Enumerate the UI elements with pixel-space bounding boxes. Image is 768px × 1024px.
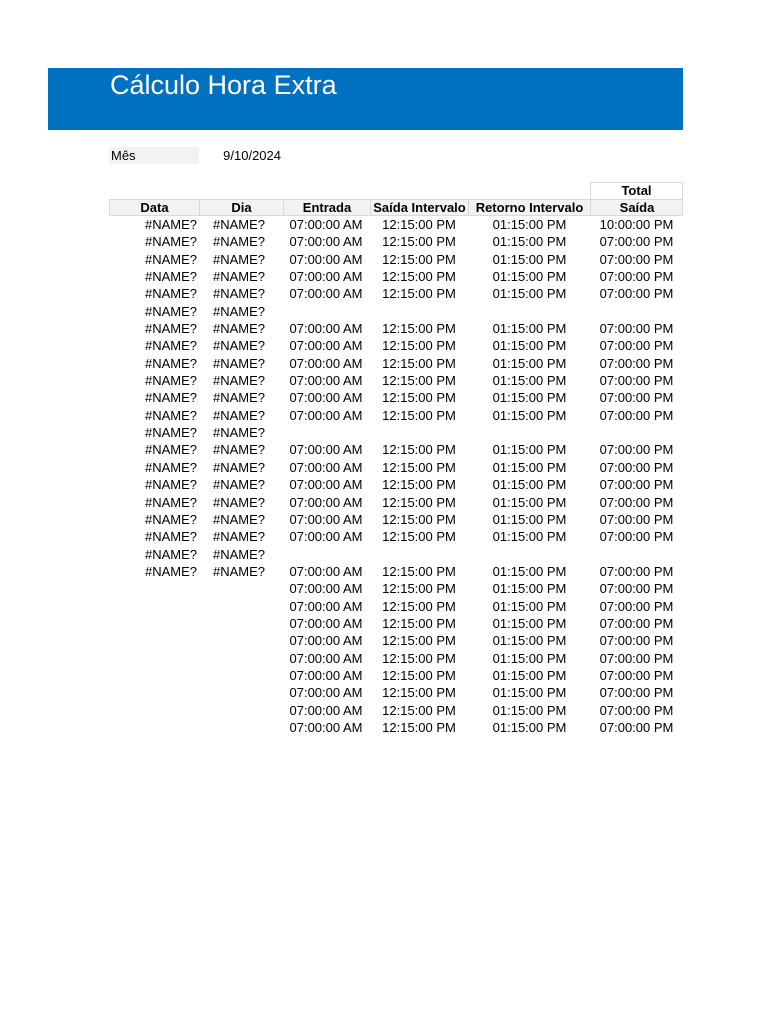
cell-entrada[interactable] (283, 546, 369, 563)
cell-dia[interactable] (199, 615, 267, 632)
header-saida-intervalo: Saída Intervalo (371, 200, 469, 215)
cell-dia[interactable]: #NAME? (212, 321, 265, 337)
cell-saida[interactable]: 07:00:00 PM (599, 459, 674, 475)
table-row (109, 389, 683, 406)
cell-saida[interactable]: 07:00:00 PM (599, 407, 674, 423)
table-row (109, 702, 683, 719)
cell-entrada[interactable]: 07:00:00 AM (289, 598, 363, 614)
cell-entrada[interactable]: 07:00:00 AM (289, 719, 363, 735)
cell-saida[interactable]: 07:00:00 PM (599, 511, 674, 527)
cell-data[interactable]: #NAME? (144, 563, 197, 579)
cell-saida-intervalo[interactable]: 12:15:00 PM (382, 373, 456, 389)
cell-saida[interactable]: 07:00:00 PM (599, 667, 674, 683)
cell-saida-intervalo[interactable]: 12:15:00 PM (382, 633, 456, 649)
cell-entrada[interactable]: 07:00:00 AM (289, 685, 363, 701)
cell-entrada[interactable]: 07:00:00 AM (289, 477, 363, 493)
cell-dia[interactable]: #NAME? (212, 269, 265, 285)
cell-data[interactable]: #NAME? (144, 546, 197, 562)
cell-data[interactable]: #NAME? (144, 425, 197, 441)
cell-entrada[interactable]: 07:00:00 AM (289, 615, 363, 631)
cell-saida[interactable]: 07:00:00 PM (599, 581, 674, 597)
table-row (109, 580, 683, 597)
month-value-cell[interactable]: 9/10/2024 (223, 148, 281, 163)
cell-saida-intervalo[interactable]: 12:15:00 PM (382, 269, 456, 285)
cell-entrada[interactable]: 07:00:00 AM (289, 286, 363, 302)
cell-dia[interactable]: #NAME? (212, 373, 265, 389)
header-saida: Saída (619, 200, 655, 215)
cell-data[interactable]: #NAME? (144, 407, 197, 423)
cell-entrada[interactable] (283, 424, 369, 441)
cell-dia[interactable]: #NAME? (212, 477, 265, 493)
cell-saida-intervalo[interactable]: 12:15:00 PM (382, 650, 456, 666)
cell-data[interactable]: #NAME? (144, 251, 197, 267)
cell-data[interactable]: #NAME? (144, 373, 197, 389)
cell-saida[interactable]: 07:00:00 PM (599, 477, 674, 493)
cell-dia[interactable] (199, 650, 267, 667)
cell-saida-intervalo[interactable]: 12:15:00 PM (382, 355, 456, 371)
cell-data[interactable]: #NAME? (144, 338, 197, 354)
table-row (109, 476, 683, 493)
cell-entrada[interactable]: 07:00:00 AM (289, 234, 363, 250)
cell-dia[interactable] (199, 702, 267, 719)
table-row (109, 598, 683, 615)
cell-entrada[interactable]: 07:00:00 AM (289, 459, 363, 475)
cell-entrada[interactable]: 07:00:00 AM (289, 581, 363, 597)
table-row (109, 546, 683, 563)
cell-dia[interactable] (199, 719, 267, 736)
cell-retorno-intervalo[interactable]: 01:15:00 PM (492, 650, 567, 666)
cell-entrada[interactable]: 07:00:00 AM (289, 321, 363, 337)
cell-saida-intervalo[interactable] (372, 303, 466, 320)
cell-entrada[interactable]: 07:00:00 AM (289, 269, 363, 285)
cell-data[interactable]: #NAME? (144, 442, 197, 458)
cell-saida[interactable] (590, 546, 683, 563)
cell-saida[interactable]: 07:00:00 PM (599, 373, 674, 389)
cell-retorno-intervalo[interactable]: 01:15:00 PM (492, 581, 567, 597)
cell-saida[interactable]: 07:00:00 PM (599, 355, 674, 371)
cell-retorno-intervalo[interactable]: 01:15:00 PM (492, 494, 567, 510)
cell-data[interactable] (109, 598, 199, 615)
cell-data[interactable]: #NAME? (144, 529, 197, 545)
cell-saida[interactable]: 07:00:00 PM (599, 390, 674, 406)
page-title: Cálculo Hora Extra (110, 70, 337, 100)
cell-data[interactable] (109, 615, 199, 632)
cell-data[interactable] (109, 580, 199, 597)
cell-retorno-intervalo[interactable] (469, 424, 590, 441)
cell-entrada[interactable]: 07:00:00 AM (289, 442, 363, 458)
cell-entrada[interactable]: 07:00:00 AM (289, 667, 363, 683)
cell-saida[interactable]: 07:00:00 PM (599, 615, 674, 631)
table-row (109, 372, 683, 389)
table-row (109, 511, 683, 528)
cell-saida[interactable]: 07:00:00 PM (599, 321, 674, 337)
cell-saida[interactable]: 07:00:00 PM (599, 685, 674, 701)
cell-saida-intervalo[interactable]: 12:15:00 PM (382, 685, 456, 701)
cell-saida-intervalo[interactable]: 12:15:00 PM (382, 390, 456, 406)
cell-retorno-intervalo[interactable] (469, 303, 590, 320)
cell-entrada[interactable] (283, 303, 369, 320)
table-row (109, 441, 683, 458)
cell-saida[interactable]: 07:00:00 PM (599, 598, 674, 614)
cell-retorno-intervalo[interactable]: 01:15:00 PM (492, 598, 567, 614)
cell-entrada[interactable]: 07:00:00 AM (289, 217, 363, 232)
cell-saida-intervalo[interactable]: 12:15:00 PM (382, 563, 456, 579)
cell-saida-intervalo[interactable]: 12:15:00 PM (382, 494, 456, 510)
cell-dia[interactable]: #NAME? (212, 390, 265, 406)
cell-data[interactable]: #NAME? (144, 217, 197, 232)
cell-dia[interactable] (199, 632, 267, 649)
cell-entrada[interactable]: 07:00:00 AM (289, 494, 363, 510)
cell-retorno-intervalo[interactable]: 01:15:00 PM (492, 511, 567, 527)
cell-entrada[interactable]: 07:00:00 AM (289, 633, 363, 649)
cell-saida[interactable]: 07:00:00 PM (599, 563, 674, 579)
cell-data[interactable] (109, 632, 199, 649)
cell-data[interactable]: #NAME? (144, 234, 197, 250)
table-row (109, 494, 683, 511)
table-row (109, 407, 683, 424)
cell-retorno-intervalo[interactable]: 01:15:00 PM (492, 615, 567, 631)
cell-saida-intervalo[interactable]: 12:15:00 PM (382, 477, 456, 493)
table-row (109, 285, 683, 302)
table-header-row (109, 199, 683, 216)
cell-saida[interactable] (590, 424, 683, 441)
cell-retorno-intervalo[interactable]: 01:15:00 PM (492, 667, 567, 683)
cell-saida-intervalo[interactable]: 12:15:00 PM (382, 321, 456, 337)
table-row (109, 337, 683, 354)
cell-saida[interactable]: 07:00:00 PM (599, 234, 674, 250)
cell-saida-intervalo[interactable]: 12:15:00 PM (382, 598, 456, 614)
cell-entrada[interactable]: 07:00:00 AM (289, 373, 363, 389)
cell-saida-intervalo[interactable]: 12:15:00 PM (382, 511, 456, 527)
cell-saida[interactable]: 07:00:00 PM (599, 719, 674, 735)
cell-entrada[interactable]: 07:00:00 AM (289, 702, 363, 718)
cell-dia[interactable]: #NAME? (212, 286, 265, 302)
cell-saida[interactable]: 07:00:00 PM (599, 494, 674, 510)
cell-dia[interactable] (199, 667, 267, 684)
cell-retorno-intervalo[interactable]: 01:15:00 PM (492, 338, 567, 354)
month-label: Mês (109, 147, 199, 164)
header-retorno-intervalo: Retorno Intervalo (469, 200, 591, 215)
header-dia: Dia (200, 200, 284, 215)
cell-dia[interactable]: #NAME? (212, 546, 265, 562)
cell-data[interactable] (109, 719, 199, 736)
cell-data[interactable]: #NAME? (144, 494, 197, 510)
cell-data[interactable] (109, 667, 199, 684)
table-row (109, 320, 683, 337)
cell-saida-intervalo[interactable]: 12:15:00 PM (382, 702, 456, 718)
cell-saida[interactable]: 07:00:00 PM (599, 338, 674, 354)
table-row (109, 251, 683, 268)
cell-saida[interactable]: 07:00:00 PM (599, 442, 674, 458)
cell-entrada[interactable]: 07:00:00 AM (289, 650, 363, 666)
cell-dia[interactable]: #NAME? (212, 511, 265, 527)
cell-dia[interactable]: #NAME? (212, 338, 265, 354)
table-row (109, 355, 683, 372)
cell-saida-intervalo[interactable]: 12:15:00 PM (382, 217, 456, 232)
cell-retorno-intervalo[interactable]: 01:15:00 PM (492, 459, 567, 475)
cell-saida[interactable]: 07:00:00 PM (599, 269, 674, 285)
table-row (109, 216, 683, 233)
cell-retorno-intervalo[interactable]: 01:15:00 PM (492, 373, 567, 389)
cell-saida-intervalo[interactable]: 12:15:00 PM (382, 667, 456, 683)
cell-dia[interactable]: #NAME? (212, 217, 265, 232)
cell-data[interactable] (109, 650, 199, 667)
cell-retorno-intervalo[interactable] (469, 546, 590, 563)
cell-data[interactable]: #NAME? (144, 286, 197, 302)
cell-dia[interactable] (199, 580, 267, 597)
table-row (109, 667, 683, 684)
cell-dia[interactable]: #NAME? (212, 303, 265, 319)
cell-retorno-intervalo[interactable]: 01:15:00 PM (492, 390, 567, 406)
cell-data[interactable]: #NAME? (144, 303, 197, 319)
cell-data[interactable]: #NAME? (144, 390, 197, 406)
cell-retorno-intervalo[interactable]: 01:15:00 PM (492, 269, 567, 285)
cell-dia[interactable]: #NAME? (212, 459, 265, 475)
cell-saida-intervalo[interactable]: 12:15:00 PM (382, 338, 456, 354)
cell-retorno-intervalo[interactable]: 01:15:00 PM (492, 407, 567, 423)
cell-data[interactable]: #NAME? (144, 511, 197, 527)
header-data: Data (110, 200, 200, 215)
cell-saida[interactable]: 07:00:00 PM (599, 702, 674, 718)
table-row (109, 719, 683, 736)
cell-saida-intervalo[interactable]: 12:15:00 PM (382, 251, 456, 267)
cell-retorno-intervalo[interactable]: 01:15:00 PM (492, 251, 567, 267)
cell-retorno-intervalo[interactable]: 01:15:00 PM (492, 719, 567, 735)
cell-data[interactable] (109, 702, 199, 719)
cell-dia[interactable]: #NAME? (212, 563, 265, 579)
cell-entrada[interactable]: 07:00:00 AM (289, 355, 363, 371)
cell-retorno-intervalo[interactable]: 01:15:00 PM (492, 355, 567, 371)
cell-saida-intervalo[interactable] (372, 546, 466, 563)
cell-dia[interactable]: #NAME? (212, 494, 265, 510)
cell-data[interactable]: #NAME? (144, 321, 197, 337)
cell-retorno-intervalo[interactable]: 01:15:00 PM (492, 442, 567, 458)
cell-saida[interactable]: 07:00:00 PM (599, 633, 674, 649)
cell-retorno-intervalo[interactable]: 01:15:00 PM (492, 217, 567, 232)
table-row (109, 233, 683, 250)
cell-dia[interactable]: #NAME? (212, 355, 265, 371)
cell-data[interactable]: #NAME? (144, 459, 197, 475)
cell-saida-intervalo[interactable]: 12:15:00 PM (382, 529, 456, 545)
cell-retorno-intervalo[interactable]: 01:15:00 PM (492, 633, 567, 649)
cell-saida-intervalo[interactable]: 12:15:00 PM (382, 286, 456, 302)
table-row (109, 650, 683, 667)
cell-retorno-intervalo[interactable]: 01:15:00 PM (492, 321, 567, 337)
cell-dia[interactable]: #NAME? (212, 425, 265, 441)
cell-saida[interactable]: 07:00:00 PM (599, 650, 674, 666)
cell-saida-intervalo[interactable]: 12:15:00 PM (382, 459, 456, 475)
cell-dia[interactable] (199, 598, 267, 615)
header-total: Total (590, 182, 683, 199)
cell-saida-intervalo[interactable]: 12:15:00 PM (382, 234, 456, 250)
cell-data[interactable]: #NAME? (144, 269, 197, 285)
cell-saida-intervalo[interactable]: 12:15:00 PM (382, 615, 456, 631)
cell-entrada[interactable]: 07:00:00 AM (289, 407, 363, 423)
cell-retorno-intervalo[interactable]: 01:15:00 PM (492, 563, 567, 579)
table-row (109, 303, 683, 320)
table-row (109, 615, 683, 632)
cell-retorno-intervalo[interactable]: 01:15:00 PM (492, 286, 567, 302)
cell-dia[interactable] (199, 684, 267, 701)
cell-saida[interactable]: 07:00:00 PM (599, 286, 674, 302)
cell-dia[interactable]: #NAME? (212, 234, 265, 250)
cell-dia[interactable]: #NAME? (212, 407, 265, 423)
cell-retorno-intervalo[interactable]: 01:15:00 PM (492, 685, 567, 701)
table-row (109, 268, 683, 285)
table-row (109, 459, 683, 476)
table-row (109, 528, 683, 545)
cell-saida[interactable]: 07:00:00 PM (599, 251, 674, 267)
header-entrada: Entrada (284, 200, 371, 215)
cell-saida[interactable]: 07:00:00 PM (599, 529, 674, 545)
cell-retorno-intervalo[interactable]: 01:15:00 PM (492, 477, 567, 493)
cell-entrada[interactable]: 07:00:00 AM (289, 390, 363, 406)
timesheet-table (109, 216, 683, 736)
cell-dia[interactable]: #NAME? (212, 529, 265, 545)
cell-entrada[interactable]: 07:00:00 AM (289, 529, 363, 545)
cell-saida-intervalo[interactable] (372, 424, 466, 441)
cell-saida-intervalo[interactable]: 12:15:00 PM (382, 407, 456, 423)
cell-entrada[interactable]: 07:00:00 AM (289, 251, 363, 267)
cell-entrada[interactable]: 07:00:00 AM (289, 563, 363, 579)
cell-data[interactable] (109, 684, 199, 701)
cell-dia[interactable]: #NAME? (212, 251, 265, 267)
cell-saida[interactable] (590, 303, 683, 320)
cell-saida[interactable]: 10:00:00 PM (599, 217, 674, 232)
cell-retorno-intervalo[interactable]: 01:15:00 PM (492, 702, 567, 718)
cell-data[interactable]: #NAME? (144, 477, 197, 493)
cell-entrada[interactable]: 07:00:00 AM (289, 338, 363, 354)
cell-dia[interactable]: #NAME? (212, 442, 265, 458)
table-row (109, 424, 683, 441)
cell-retorno-intervalo[interactable]: 01:15:00 PM (492, 529, 567, 545)
cell-saida-intervalo[interactable]: 12:15:00 PM (382, 442, 456, 458)
table-row (109, 563, 683, 580)
table-row (109, 684, 683, 701)
cell-data[interactable]: #NAME? (144, 355, 197, 371)
title-banner (48, 68, 683, 130)
cell-saida-intervalo[interactable]: 12:15:00 PM (382, 581, 456, 597)
cell-saida-intervalo[interactable]: 12:15:00 PM (382, 719, 456, 735)
cell-entrada[interactable]: 07:00:00 AM (289, 511, 363, 527)
table-row (109, 632, 683, 649)
cell-retorno-intervalo[interactable]: 01:15:00 PM (492, 234, 567, 250)
